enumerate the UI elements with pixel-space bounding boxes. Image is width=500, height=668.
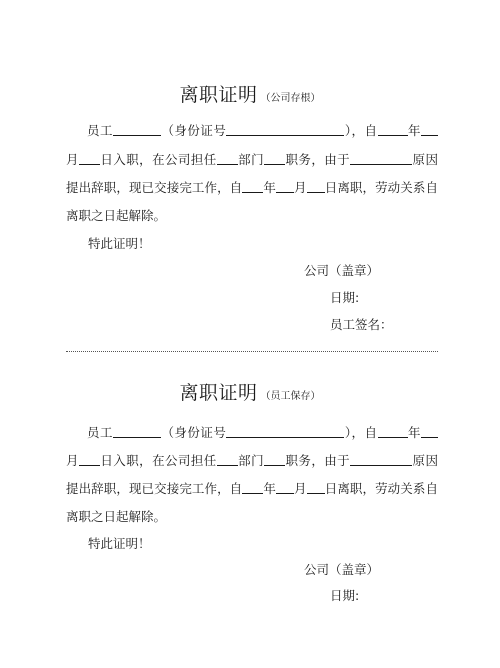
copy-text: ），自: [344, 425, 378, 440]
copy-proof: 特此证明！: [88, 536, 151, 551]
stub-text: 月: [66, 152, 79, 167]
stub-line-1: [66, 123, 438, 139]
copy-date: 日期:: [330, 588, 360, 603]
stub-text: 年: [263, 180, 276, 195]
copy-text: 年: [407, 425, 421, 440]
copy-text: 部门: [237, 453, 265, 468]
stub-date: 日期:: [330, 290, 360, 305]
copy-leave-day-blank: [307, 481, 325, 494]
cut-line-divider: [66, 351, 438, 352]
copy-line-2: [66, 453, 438, 469]
copy-text: 年: [263, 481, 276, 496]
copy-text: 提出辞职，现已交接完工作，自: [66, 481, 243, 496]
copy-reason-blank: [350, 453, 412, 466]
copy-line-4: 离职之日起解除。: [66, 509, 167, 524]
stub-leave-month-blank: [276, 180, 294, 193]
copy-line-1: [66, 425, 438, 441]
stub-id-blank: [226, 123, 344, 136]
stub-text: 月: [293, 180, 307, 195]
stub-text: 职务，由于: [285, 152, 351, 167]
stub-leave-day-blank: [307, 180, 325, 193]
copy-text: 员工: [87, 425, 113, 440]
stub-text: 年: [407, 123, 421, 138]
copy-start-month-blank: [421, 425, 438, 438]
copy-text: 月: [293, 481, 307, 496]
copy-text: 日离职，劳动关系自: [324, 481, 438, 496]
stub-text: 提出辞职，现已交接完工作，自: [66, 180, 243, 195]
stub-start-day-blank: [79, 152, 100, 165]
stub-line-2: [66, 152, 438, 168]
copy-text: 日入职，在公司担任: [99, 453, 217, 468]
copy-text: 职务，由于: [285, 453, 351, 468]
copy-start-year-blank: [378, 425, 408, 438]
stub-text: 员工: [87, 123, 113, 138]
stub-position-blank: [264, 152, 285, 165]
stub-reason-blank: [350, 152, 412, 165]
copy-line-3: [66, 481, 438, 497]
copy-title-row: [0, 378, 500, 405]
stub-text: ），自: [344, 123, 378, 138]
copy-start-day-blank: [79, 453, 100, 466]
copy-text: 原因: [412, 453, 438, 468]
copy-id-blank: [226, 425, 344, 438]
stub-company-seal: 公司（盖章）: [304, 263, 380, 278]
copy-leave-year-blank: [242, 481, 263, 494]
stub-text: 原因: [412, 152, 438, 167]
stub-leave-year-blank: [242, 180, 263, 193]
copy-name-blank: [113, 425, 161, 438]
stub-line-4: 离职之日起解除。: [66, 208, 167, 223]
copy-text: 月: [66, 453, 79, 468]
stub-text: 日入职，在公司担任: [99, 152, 217, 167]
stub-name-blank: [113, 123, 161, 136]
stub-text: 部门: [237, 152, 265, 167]
copy-text: （身份证号: [160, 425, 227, 440]
stub-subtitle: （公司存根）: [260, 93, 321, 104]
stub-employee-signature: 员工签名：: [330, 317, 393, 332]
stub-proof: 特此证明！: [88, 236, 151, 251]
copy-position-blank: [264, 453, 285, 466]
copy-subtitle: （员工保存）: [260, 391, 321, 402]
stub-start-month-blank: [421, 123, 438, 136]
stub-text: （身份证号: [160, 123, 227, 138]
copy-leave-month-blank: [276, 481, 294, 494]
stub-text: 日离职，劳动关系自: [324, 180, 438, 195]
copy-company-seal: 公司（盖章）: [304, 562, 380, 577]
stub-line-3: [66, 180, 438, 196]
copy-dept-blank: [217, 453, 238, 466]
stub-start-year-blank: [378, 123, 408, 136]
stub-title: 离职证明: [179, 84, 258, 106]
stub-dept-blank: [217, 152, 238, 165]
copy-title: 离职证明: [179, 382, 258, 404]
stub-title-row: [0, 80, 500, 107]
